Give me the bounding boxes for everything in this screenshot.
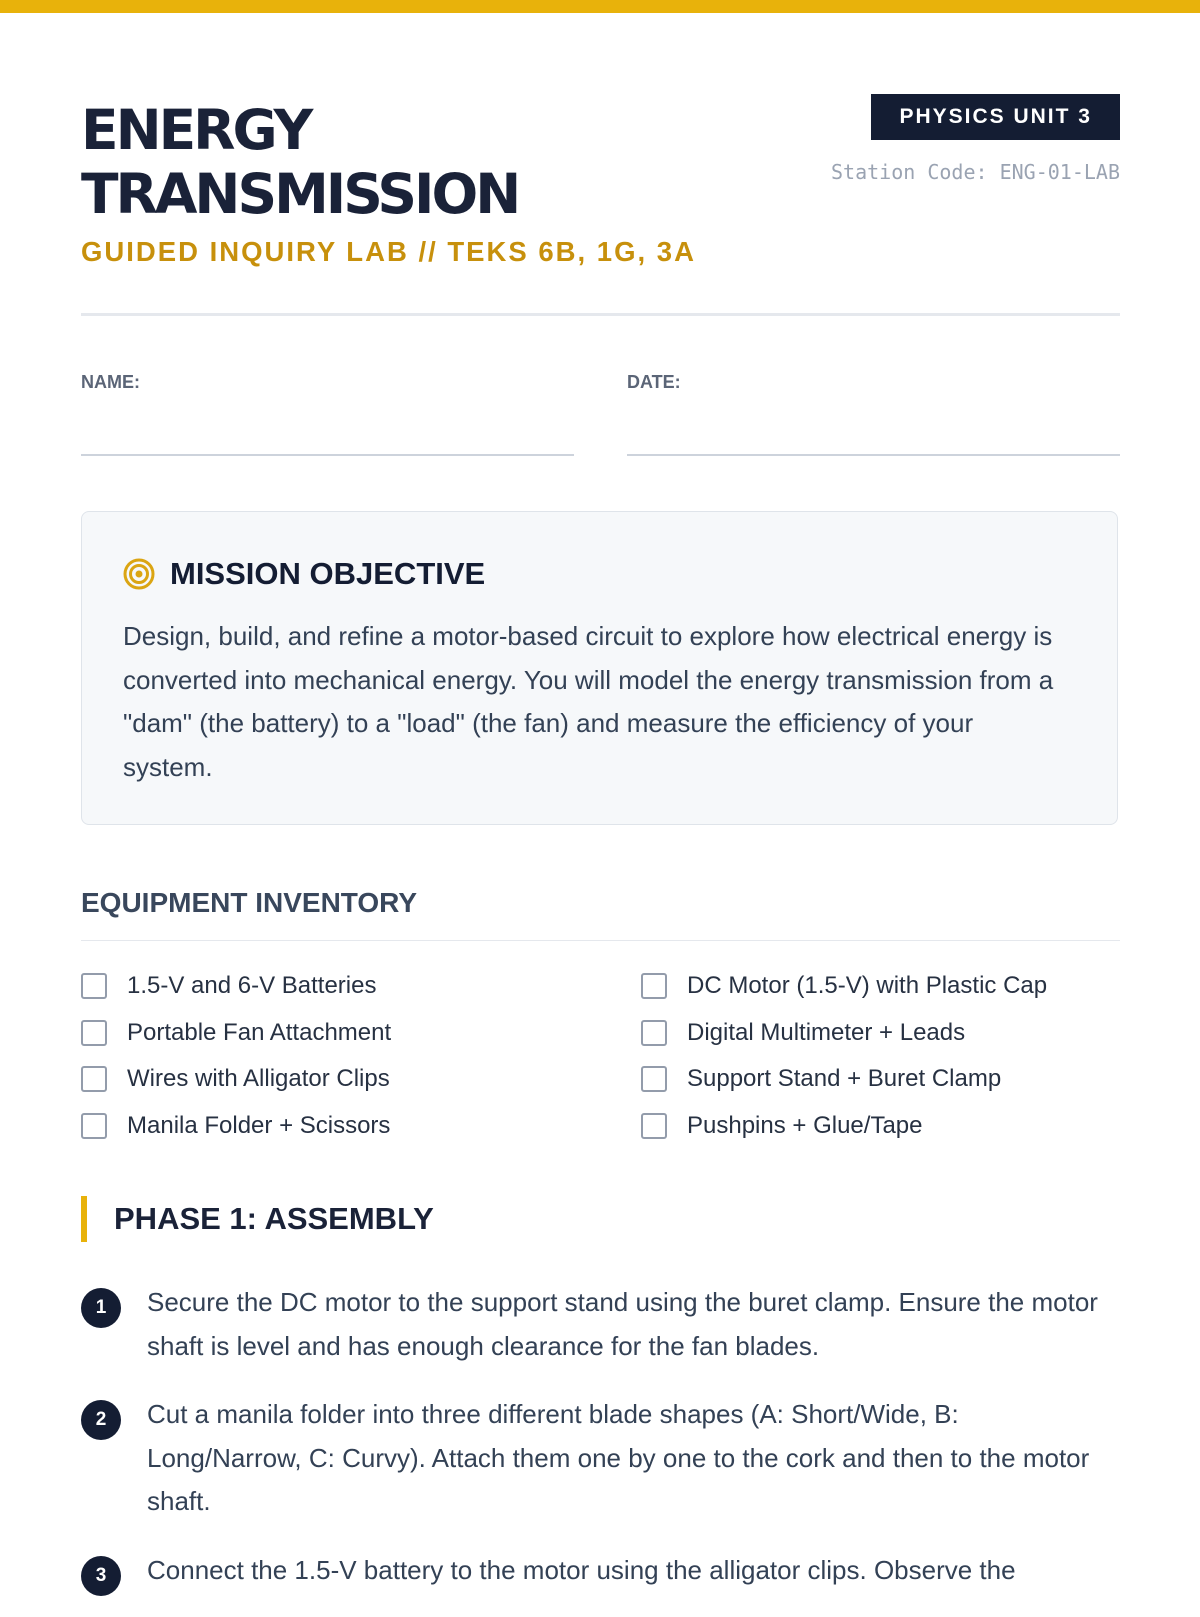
date-field-label: DATE: [627,372,681,392]
checkbox[interactable] [641,1066,667,1092]
step-item [81,1281,1120,1368]
checkbox[interactable] [81,1020,107,1046]
unit-badge: PHYSICS UNIT 3 [871,94,1120,140]
target-icon [123,558,155,590]
step-text: Connect the 1.5-V battery to the motor using the alligator clips. Observe the [147,1554,1016,1585]
phase-accent-bar [81,1196,87,1242]
inventory-item[interactable] [81,963,391,1010]
top-accent-bar [0,0,1200,13]
inventory-item[interactable] [641,1056,1047,1103]
checkbox[interactable] [641,1020,667,1046]
step-text: Cut a manila folder into three different blade shapes (A: Short/Wide, B: Long/Narrow, C: Curvy). Attach them one by one to the cork and then to the motor shaft. [147,1399,1090,1516]
name-field[interactable] [81,372,574,393]
inventory-list-right [641,963,1047,1149]
page-title [81,98,841,226]
step-item [81,1393,1120,1524]
title-line-1: ENERGY [81,98,311,162]
inventory-item-label: DC Motor (1.5-V) with Plastic Cap [687,972,1048,1000]
inventory-item-label: Manila Folder + Scissors [127,1111,391,1139]
checkbox[interactable] [641,973,667,999]
checkbox[interactable] [81,1066,107,1092]
phase-title: PHASE 1: ASSEMBLY [114,1201,434,1236]
inventory-item-label: 1.5-V and 6-V Batteries [127,972,377,1000]
name-field-label: NAME: [81,372,140,392]
title-line-2: TRANSMISSION [81,162,519,226]
inventory-item[interactable] [641,1010,1047,1057]
inventory-list-left [81,963,391,1149]
inventory-item[interactable] [81,1056,391,1103]
inventory-item-label: Pushpins + Glue/Tape [687,1111,923,1139]
inventory-divider [81,940,1120,941]
inventory-title: EQUIPMENT INVENTORY [81,887,418,918]
step-text: Secure the DC motor to the support stand using the buret clamp. Ensure the motor shaft is level and has enough clearance for the fan blades. [147,1287,1098,1361]
inventory-item-label: Wires with Alligator Clips [127,1065,390,1093]
header-divider [81,313,1120,316]
date-field-line [627,454,1120,456]
mission-objective-card [81,511,1118,825]
station-code: Station Code: ENG-01-LAB [831,160,1120,184]
page-subtitle: GUIDED INQUIRY LAB // TEKS 6B, 1G, 3A [81,236,696,267]
name-field-line [81,454,574,456]
date-field[interactable] [627,372,1120,393]
mission-title: MISSION OBJECTIVE [170,556,486,591]
checkbox[interactable] [81,1113,107,1139]
inventory-item-label: Portable Fan Attachment [127,1018,392,1046]
inventory-item[interactable] [81,1103,391,1150]
step-number-badge: 3 [81,1556,121,1596]
checkbox[interactable] [641,1113,667,1139]
step-number-badge: 2 [81,1400,121,1440]
step-number-badge: 1 [81,1288,121,1328]
inventory-item[interactable] [641,1103,1047,1150]
mission-text: Design, build, and refine a motor-based circuit to explore how electrical energy is converted into mechanical energy. You will model the energy transmission from a "dam" (the battery) to a "load" (the fan) and measure the efficiency of your system. [123,621,1054,782]
step-item [81,1549,1120,1593]
inventory-item[interactable] [641,963,1047,1010]
inventory-item[interactable] [81,1010,391,1057]
inventory-item-label: Digital Multimeter + Leads [687,1018,966,1046]
title-block [81,98,841,268]
assembly-steps [81,1281,1120,1617]
inventory-item-label: Support Stand + Buret Clamp [687,1065,1002,1093]
mission-header [123,556,485,592]
checkbox[interactable] [81,973,107,999]
